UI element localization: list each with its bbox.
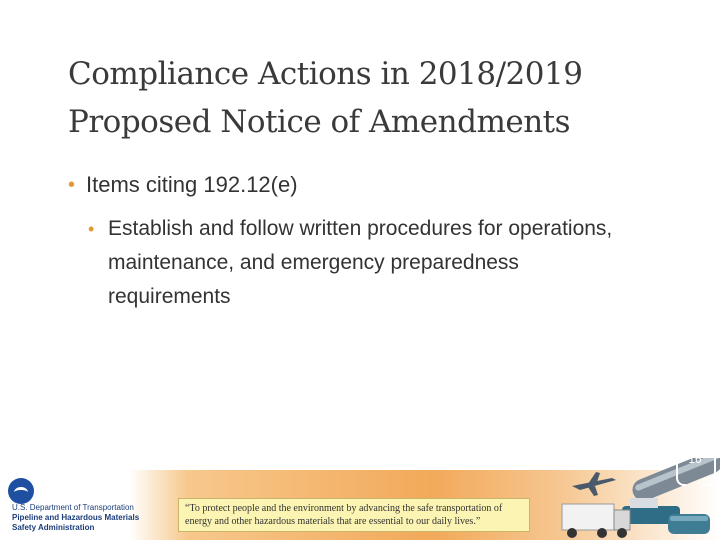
- agency-line-1: U.S. Department of Transportation: [12, 503, 134, 512]
- slide-title: [68, 50, 688, 146]
- dot-logo-icon: [8, 478, 34, 504]
- agency-line-3: Safety Administration: [12, 523, 95, 532]
- title-line-2: Proposed Notice of Amendments: [68, 104, 571, 140]
- truck-icon: [562, 504, 630, 538]
- airplane-icon: [572, 472, 616, 496]
- page-number-bracket-right: [706, 448, 716, 486]
- transportation-illustration: [550, 458, 720, 540]
- title-line-1: Compliance Actions in 2018/2019: [68, 56, 583, 92]
- bullet-level-2: • Establish and follow written procedures for operations, maintenance, and emergency preparedness requirements: [88, 212, 628, 314]
- agency-name: [12, 503, 162, 533]
- bullet-list: [68, 168, 668, 314]
- bullet-level-1: • Items citing 192.12(e): [68, 168, 668, 202]
- page-number: 16: [688, 452, 702, 466]
- agency-line-2: Pipeline and Hazardous Materials: [12, 513, 140, 522]
- mission-quote: “To protect people and the environment by advancing the safe transportation of energy and other hazardous materials that are essential to our daily lives.”: [178, 498, 530, 532]
- storage-tank-icon: [668, 514, 710, 534]
